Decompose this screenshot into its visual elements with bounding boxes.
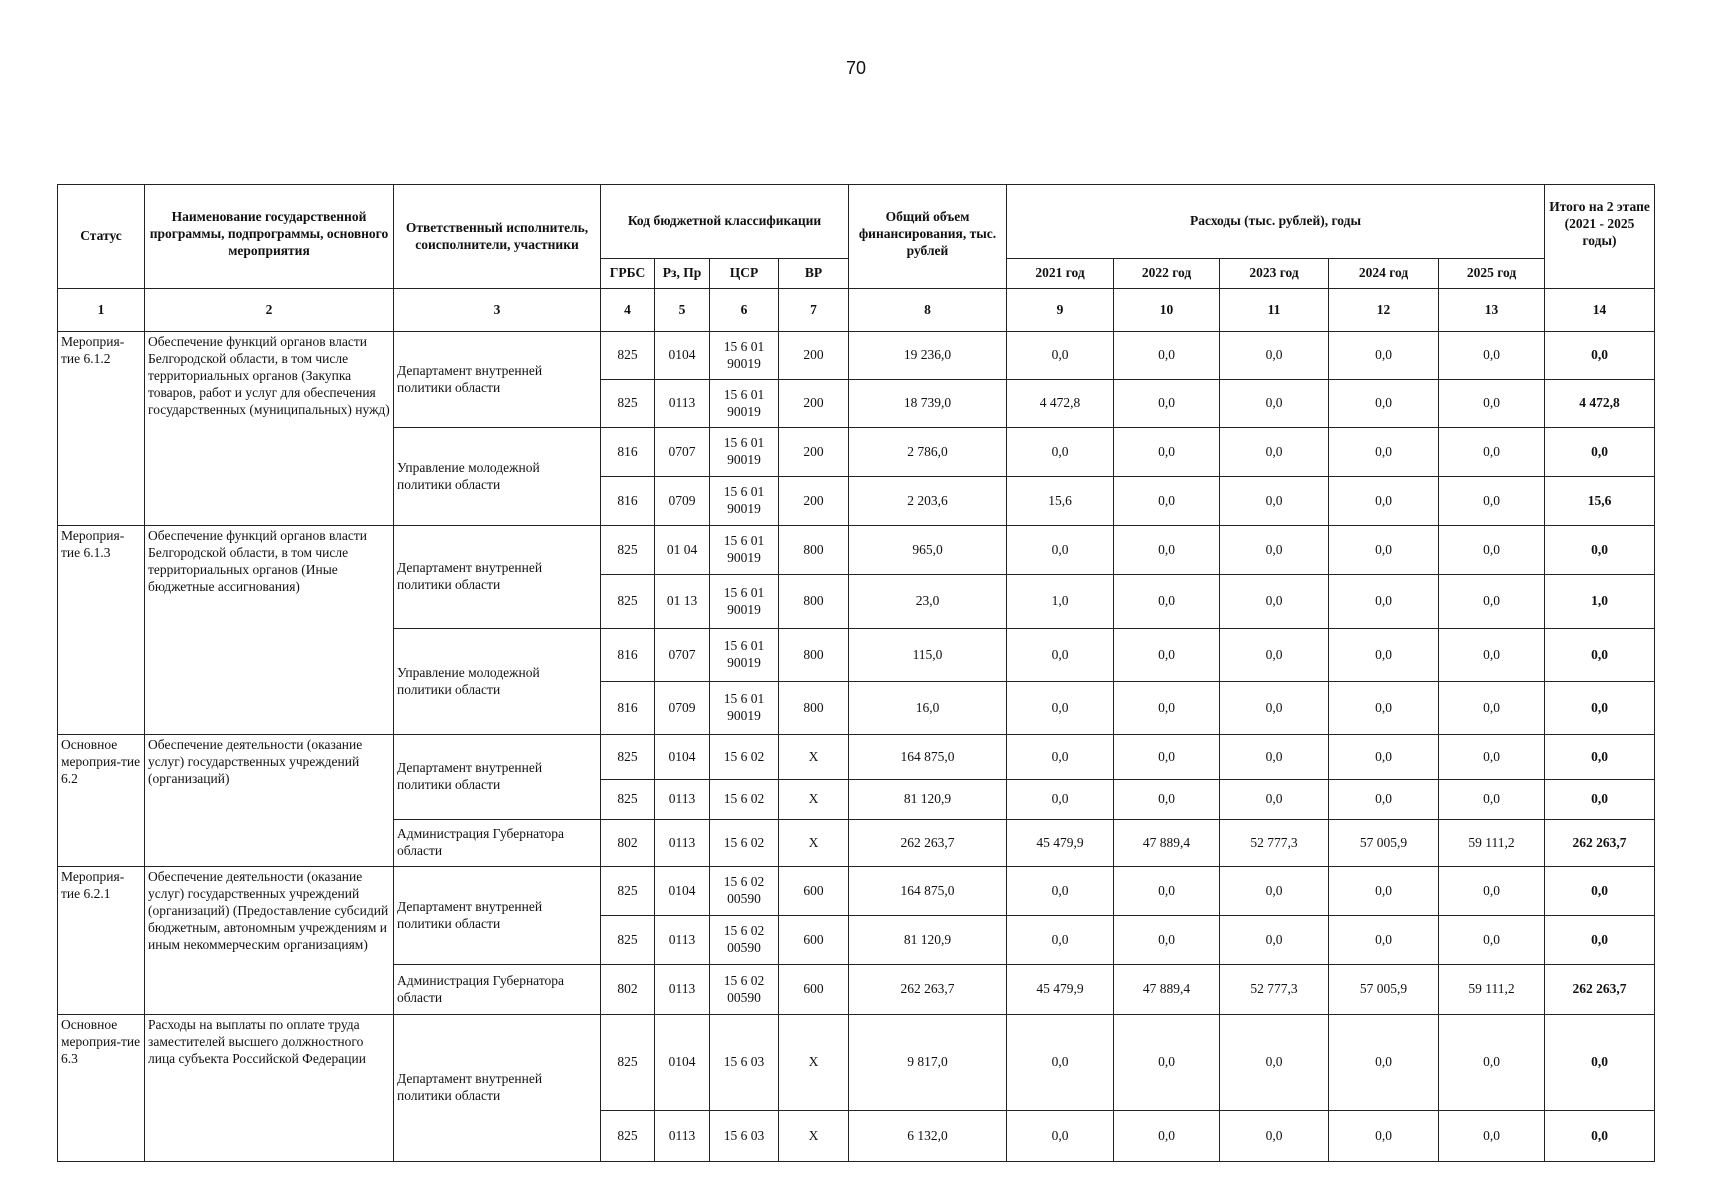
page-number: 70: [845, 58, 867, 78]
year-2025-cell: 0,0: [1439, 477, 1545, 526]
vr-cell: X: [779, 735, 849, 780]
year-2024-cell: 0,0: [1329, 867, 1439, 916]
total-volume-cell: 115,0: [849, 629, 1007, 682]
csr-cell: 15 6 01 90019: [710, 332, 779, 380]
csr-cell: 15 6 03: [710, 1015, 779, 1111]
year-2025-cell: 0,0: [1439, 682, 1545, 735]
year-2025-cell: 0,0: [1439, 1015, 1545, 1111]
year-2025-cell: 0,0: [1439, 526, 1545, 575]
year-2024-cell: 0,0: [1329, 629, 1439, 682]
column-number: 13: [1439, 289, 1545, 332]
activity-name-cell: Расходы на выплаты по оплате труда заместителей высшего должностного лица субъекта Российской Федерации: [145, 1015, 394, 1162]
year-2021-cell: 0,0: [1007, 780, 1114, 820]
csr-cell: 15 6 01 90019: [710, 477, 779, 526]
year-2024-cell: 57 005,9: [1329, 965, 1439, 1015]
year-2024-cell: 0,0: [1329, 780, 1439, 820]
total-volume-cell: 262 263,7: [849, 820, 1007, 867]
year-2025-cell: 0,0: [1439, 735, 1545, 780]
vr-cell: 600: [779, 965, 849, 1015]
total-stage-cell: 262 263,7: [1545, 820, 1655, 867]
year-2022-cell: 0,0: [1114, 867, 1220, 916]
table-row: [58, 1015, 1655, 1111]
rzpr-cell: 0104: [655, 735, 710, 780]
csr-cell: 15 6 01 90019: [710, 380, 779, 428]
year-2022-cell: 47 889,4: [1114, 965, 1220, 1015]
year-2025-cell: 0,0: [1439, 332, 1545, 380]
year-2023-cell: 0,0: [1220, 1015, 1329, 1111]
csr-cell: 15 6 02: [710, 780, 779, 820]
csr-cell: 15 6 01 90019: [710, 629, 779, 682]
column-number: 12: [1329, 289, 1439, 332]
year-2024-cell: 0,0: [1329, 380, 1439, 428]
total-volume-cell: 164 875,0: [849, 867, 1007, 916]
year-2023-cell: 52 777,3: [1220, 820, 1329, 867]
vr-cell: 600: [779, 867, 849, 916]
executor-cell: Управление молодежной политики области: [394, 428, 601, 526]
total-volume-cell: 19 236,0: [849, 332, 1007, 380]
header-expenses: Расходы (тыс. рублей), годы: [1007, 185, 1545, 259]
total-volume-cell: 965,0: [849, 526, 1007, 575]
vr-cell: X: [779, 1111, 849, 1162]
year-2022-cell: 0,0: [1114, 526, 1220, 575]
grbs-cell: 825: [601, 1111, 655, 1162]
vr-cell: 200: [779, 477, 849, 526]
grbs-cell: 825: [601, 332, 655, 380]
grbs-cell: 825: [601, 780, 655, 820]
year-2024-cell: 0,0: [1329, 1111, 1439, 1162]
total-stage-cell: 0,0: [1545, 629, 1655, 682]
rzpr-cell: 0104: [655, 332, 710, 380]
column-number: 8: [849, 289, 1007, 332]
vr-cell: X: [779, 820, 849, 867]
executor-cell: Департамент внутренней политики области: [394, 735, 601, 820]
year-2025-cell: 59 111,2: [1439, 965, 1545, 1015]
total-volume-cell: 81 120,9: [849, 780, 1007, 820]
year-2021-cell: 0,0: [1007, 1111, 1114, 1162]
status-cell: Мероприя-тие 6.2.1: [58, 867, 145, 1015]
grbs-cell: 802: [601, 820, 655, 867]
total-stage-cell: 4 472,8: [1545, 380, 1655, 428]
header-year-2022: 2022 год: [1114, 259, 1220, 289]
header-year-2021: 2021 год: [1007, 259, 1114, 289]
executor-cell: Департамент внутренней политики области: [394, 867, 601, 965]
year-2021-cell: 0,0: [1007, 332, 1114, 380]
year-2023-cell: 0,0: [1220, 1111, 1329, 1162]
column-number: 7: [779, 289, 849, 332]
vr-cell: X: [779, 780, 849, 820]
rzpr-cell: 01 13: [655, 575, 710, 629]
header-total-stage: Итого на 2 этапе (2021 - 2025 годы): [1545, 185, 1655, 289]
year-2023-cell: 0,0: [1220, 477, 1329, 526]
year-2023-cell: 0,0: [1220, 682, 1329, 735]
year-2022-cell: 0,0: [1114, 380, 1220, 428]
rzpr-cell: 0707: [655, 428, 710, 477]
year-2022-cell: 0,0: [1114, 428, 1220, 477]
year-2021-cell: 15,6: [1007, 477, 1114, 526]
total-stage-cell: 0,0: [1545, 332, 1655, 380]
total-stage-cell: 0,0: [1545, 428, 1655, 477]
table-row: [58, 735, 1655, 780]
year-2023-cell: 0,0: [1220, 380, 1329, 428]
status-cell: Основное мероприя-тие 6.2: [58, 735, 145, 867]
year-2023-cell: 52 777,3: [1220, 965, 1329, 1015]
table-row: [58, 332, 1655, 380]
vr-cell: 800: [779, 526, 849, 575]
table-row: [58, 867, 1655, 916]
year-2025-cell: 59 111,2: [1439, 820, 1545, 867]
vr-cell: X: [779, 1015, 849, 1111]
total-stage-cell: 0,0: [1545, 526, 1655, 575]
year-2024-cell: 0,0: [1329, 1015, 1439, 1111]
year-2024-cell: 0,0: [1329, 332, 1439, 380]
year-2023-cell: 0,0: [1220, 735, 1329, 780]
header-csr: ЦСР: [710, 259, 779, 289]
rzpr-cell: 0113: [655, 780, 710, 820]
total-stage-cell: 0,0: [1545, 1111, 1655, 1162]
total-stage-cell: 0,0: [1545, 867, 1655, 916]
year-2023-cell: 0,0: [1220, 575, 1329, 629]
year-2022-cell: 0,0: [1114, 1111, 1220, 1162]
year-2025-cell: 0,0: [1439, 629, 1545, 682]
year-2021-cell: 0,0: [1007, 735, 1114, 780]
year-2025-cell: 0,0: [1439, 780, 1545, 820]
year-2022-cell: 0,0: [1114, 477, 1220, 526]
column-number: 9: [1007, 289, 1114, 332]
column-number: 2: [145, 289, 394, 332]
csr-cell: 15 6 01 90019: [710, 526, 779, 575]
status-cell: Основное мероприя-тие 6.3: [58, 1015, 145, 1162]
year-2025-cell: 0,0: [1439, 575, 1545, 629]
column-number: 3: [394, 289, 601, 332]
year-2021-cell: 45 479,9: [1007, 820, 1114, 867]
vr-cell: 200: [779, 332, 849, 380]
year-2023-cell: 0,0: [1220, 428, 1329, 477]
vr-cell: 200: [779, 380, 849, 428]
csr-cell: 15 6 01 90019: [710, 428, 779, 477]
year-2021-cell: 0,0: [1007, 867, 1114, 916]
total-stage-cell: 1,0: [1545, 575, 1655, 629]
column-number: 4: [601, 289, 655, 332]
grbs-cell: 816: [601, 629, 655, 682]
header-grbs: ГРБС: [601, 259, 655, 289]
year-2021-cell: 0,0: [1007, 428, 1114, 477]
total-stage-cell: 262 263,7: [1545, 965, 1655, 1015]
year-2024-cell: 0,0: [1329, 477, 1439, 526]
column-numbers-row: [58, 289, 1655, 332]
rzpr-cell: 0113: [655, 965, 710, 1015]
year-2022-cell: 0,0: [1114, 575, 1220, 629]
total-volume-cell: 2 203,6: [849, 477, 1007, 526]
csr-cell: 15 6 02: [710, 820, 779, 867]
table-body: [58, 332, 1655, 1162]
rzpr-cell: 0104: [655, 867, 710, 916]
vr-cell: 800: [779, 575, 849, 629]
executor-cell: Администрация Губернатора области: [394, 965, 601, 1015]
activity-name-cell: Обеспечение функций органов власти Белгородской области, в том числе территориальных органов (Закупка товаров, работ и услуг для обеспечения государственных (муниципальных) нужд): [145, 332, 394, 526]
activity-name-cell: Обеспечение деятельности (оказание услуг) государственных учреждений (организаций): [145, 735, 394, 867]
column-number: 1: [58, 289, 145, 332]
total-stage-cell: 0,0: [1545, 1015, 1655, 1111]
vr-cell: 200: [779, 428, 849, 477]
rzpr-cell: 0113: [655, 1111, 710, 1162]
csr-cell: 15 6 03: [710, 1111, 779, 1162]
year-2021-cell: 0,0: [1007, 682, 1114, 735]
year-2024-cell: 0,0: [1329, 428, 1439, 477]
year-2021-cell: 4 472,8: [1007, 380, 1114, 428]
year-2025-cell: 0,0: [1439, 428, 1545, 477]
grbs-cell: 825: [601, 575, 655, 629]
year-2025-cell: 0,0: [1439, 916, 1545, 965]
budget-table: [57, 184, 1655, 1162]
vr-cell: 600: [779, 916, 849, 965]
rzpr-cell: 0113: [655, 380, 710, 428]
total-volume-cell: 23,0: [849, 575, 1007, 629]
year-2022-cell: 0,0: [1114, 916, 1220, 965]
year-2022-cell: 0,0: [1114, 629, 1220, 682]
year-2025-cell: 0,0: [1439, 380, 1545, 428]
grbs-cell: 816: [601, 477, 655, 526]
rzpr-cell: 01 04: [655, 526, 710, 575]
year-2021-cell: 0,0: [1007, 629, 1114, 682]
column-number: 6: [710, 289, 779, 332]
year-2022-cell: 0,0: [1114, 780, 1220, 820]
csr-cell: 15 6 02 00590: [710, 867, 779, 916]
total-stage-cell: 0,0: [1545, 780, 1655, 820]
total-volume-cell: 6 132,0: [849, 1111, 1007, 1162]
rzpr-cell: 0709: [655, 682, 710, 735]
executor-cell: Департамент внутренней политики области: [394, 1015, 601, 1162]
year-2023-cell: 0,0: [1220, 780, 1329, 820]
executor-cell: Департамент внутренней политики области: [394, 526, 601, 629]
grbs-cell: 825: [601, 735, 655, 780]
header-year-2025: 2025 год: [1439, 259, 1545, 289]
year-2022-cell: 47 889,4: [1114, 820, 1220, 867]
activity-name-cell: Обеспечение деятельности (оказание услуг) государственных учреждений (организаций) (Предоставление субсидий бюджетным, автономным учреждениям и иным некоммерческим организациям): [145, 867, 394, 1015]
grbs-cell: 816: [601, 428, 655, 477]
rzpr-cell: 0113: [655, 820, 710, 867]
executor-cell: Департамент внутренней политики области: [394, 332, 601, 428]
header-vr: ВР: [779, 259, 849, 289]
year-2022-cell: 0,0: [1114, 682, 1220, 735]
total-volume-cell: 2 786,0: [849, 428, 1007, 477]
total-stage-cell: 0,0: [1545, 735, 1655, 780]
csr-cell: 15 6 01 90019: [710, 575, 779, 629]
year-2021-cell: 0,0: [1007, 1015, 1114, 1111]
year-2021-cell: 45 479,9: [1007, 965, 1114, 1015]
year-2023-cell: 0,0: [1220, 867, 1329, 916]
year-2024-cell: 57 005,9: [1329, 820, 1439, 867]
year-2021-cell: 0,0: [1007, 916, 1114, 965]
header-total-volume: Общий объем финансирования, тыс. рублей: [849, 185, 1007, 289]
header-executor: Ответственный исполнитель, соисполнители, участники: [394, 185, 601, 289]
vr-cell: 800: [779, 629, 849, 682]
executor-cell: Управление молодежной политики области: [394, 629, 601, 735]
year-2024-cell: 0,0: [1329, 735, 1439, 780]
grbs-cell: 802: [601, 965, 655, 1015]
csr-cell: 15 6 01 90019: [710, 682, 779, 735]
header-status: Статус: [58, 185, 145, 289]
total-volume-cell: 262 263,7: [849, 965, 1007, 1015]
csr-cell: 15 6 02 00590: [710, 916, 779, 965]
activity-name-cell: Обеспечение функций органов власти Белгородской области, в том числе территориальных органов (Иные бюджетные ассигнования): [145, 526, 394, 735]
executor-cell: Администрация Губернатора области: [394, 820, 601, 867]
grbs-cell: 825: [601, 867, 655, 916]
header-year-2023: 2023 год: [1220, 259, 1329, 289]
header-year-2024: 2024 год: [1329, 259, 1439, 289]
year-2025-cell: 0,0: [1439, 1111, 1545, 1162]
year-2023-cell: 0,0: [1220, 629, 1329, 682]
header-name: Наименование государственной программы, подпрограммы, основного мероприятия: [145, 185, 394, 289]
year-2024-cell: 0,0: [1329, 916, 1439, 965]
total-volume-cell: 16,0: [849, 682, 1007, 735]
rzpr-cell: 0707: [655, 629, 710, 682]
total-stage-cell: 15,6: [1545, 477, 1655, 526]
year-2024-cell: 0,0: [1329, 575, 1439, 629]
status-cell: Мероприя-тие 6.1.2: [58, 332, 145, 526]
grbs-cell: 825: [601, 380, 655, 428]
total-stage-cell: 0,0: [1545, 916, 1655, 965]
year-2022-cell: 0,0: [1114, 1015, 1220, 1111]
year-2022-cell: 0,0: [1114, 735, 1220, 780]
total-volume-cell: 164 875,0: [849, 735, 1007, 780]
grbs-cell: 816: [601, 682, 655, 735]
vr-cell: 800: [779, 682, 849, 735]
total-volume-cell: 18 739,0: [849, 380, 1007, 428]
column-number: 5: [655, 289, 710, 332]
year-2025-cell: 0,0: [1439, 867, 1545, 916]
year-2022-cell: 0,0: [1114, 332, 1220, 380]
table-row: [58, 526, 1655, 575]
csr-cell: 15 6 02 00590: [710, 965, 779, 1015]
grbs-cell: 825: [601, 1015, 655, 1111]
total-volume-cell: 9 817,0: [849, 1015, 1007, 1111]
csr-cell: 15 6 02: [710, 735, 779, 780]
total-volume-cell: 81 120,9: [849, 916, 1007, 965]
column-number: 14: [1545, 289, 1655, 332]
year-2023-cell: 0,0: [1220, 332, 1329, 380]
header-budget-code: Код бюджетной классификации: [601, 185, 849, 259]
header-rzpr: Рз, Пр: [655, 259, 710, 289]
status-cell: Мероприя-тие 6.1.3: [58, 526, 145, 735]
column-number: 10: [1114, 289, 1220, 332]
year-2024-cell: 0,0: [1329, 526, 1439, 575]
rzpr-cell: 0113: [655, 916, 710, 965]
total-stage-cell: 0,0: [1545, 682, 1655, 735]
year-2023-cell: 0,0: [1220, 526, 1329, 575]
year-2021-cell: 0,0: [1007, 526, 1114, 575]
year-2024-cell: 0,0: [1329, 682, 1439, 735]
rzpr-cell: 0104: [655, 1015, 710, 1111]
column-number: 11: [1220, 289, 1329, 332]
grbs-cell: 825: [601, 526, 655, 575]
rzpr-cell: 0709: [655, 477, 710, 526]
year-2021-cell: 1,0: [1007, 575, 1114, 629]
year-2023-cell: 0,0: [1220, 916, 1329, 965]
grbs-cell: 825: [601, 916, 655, 965]
